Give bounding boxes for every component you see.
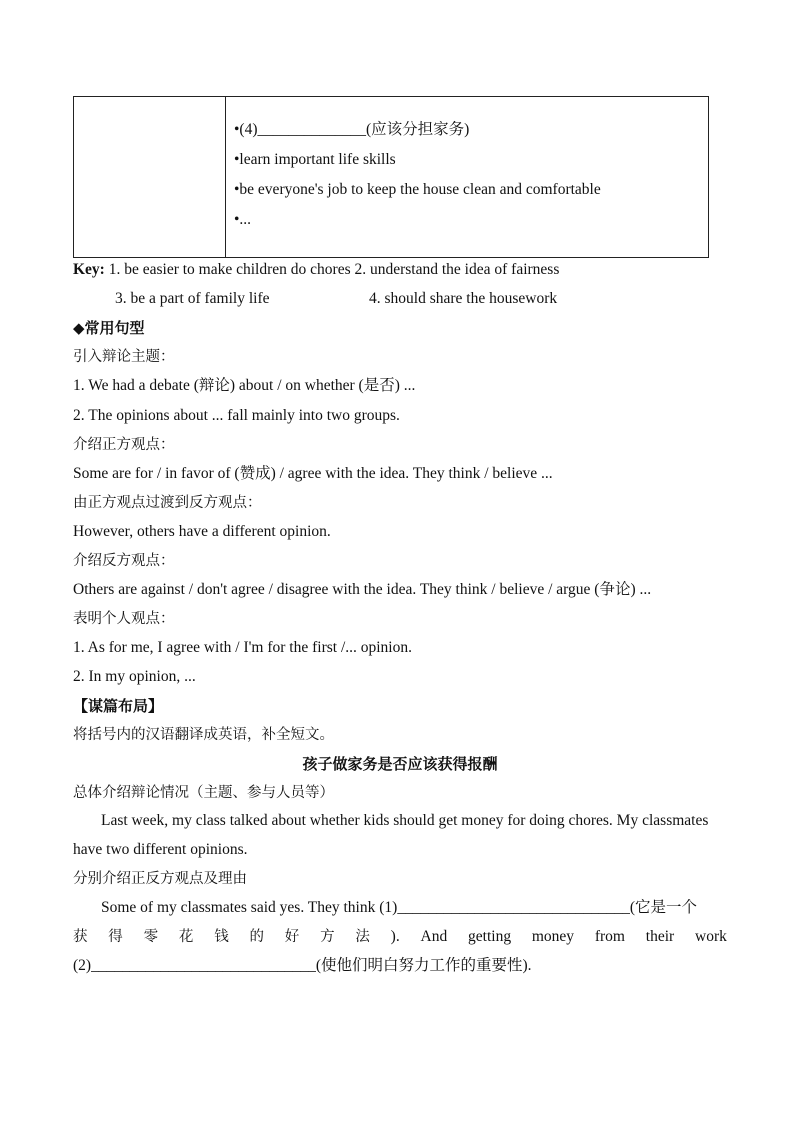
justified-word: 方	[320, 929, 335, 945]
justified-word: work	[695, 928, 727, 945]
key-label: Key:	[73, 261, 105, 278]
justified-word: 得	[108, 929, 123, 945]
pro-label: 介绍正方观点：	[73, 437, 175, 453]
personal-sentence-2: 2. In my opinion, ...	[73, 668, 196, 685]
justified-word: money	[531, 928, 575, 945]
paragraph-2-line-3: (2)_____________________________(使他们明白努力工作的重要性).	[73, 957, 532, 974]
paragraph-2-line-2-words	[73, 926, 727, 948]
paragraph-1-line-2: have two different opinions.	[73, 841, 248, 858]
instruction: 将括号内的汉语翻译成英语，补全短文。	[73, 727, 334, 743]
transition-sentence: However, others have a different opinion.	[73, 523, 331, 540]
chores-table	[73, 96, 709, 258]
transition-label: 由正方观点过渡到反方观点：	[73, 495, 262, 511]
justified-word: 获	[73, 929, 88, 945]
intro-sentence-1: 1. We had a debate (辩论) about / on whether (是否) ...	[73, 377, 416, 394]
patterns-heading: ◆常用句型	[73, 319, 145, 337]
pro-sentence: Some are for / in favor of (赞成) / agree with the idea. They think / believe ...	[73, 465, 553, 482]
justified-word: getting	[468, 928, 512, 945]
paragraph-2-line-1: Some of my classmates said yes. They think (1)______________________________(它是一个	[101, 899, 697, 916]
justified-word: 零	[143, 929, 159, 945]
table-right-cell	[234, 115, 702, 235]
justified-word: And	[420, 928, 448, 945]
justified-word: 钱	[214, 929, 229, 945]
intro-sentence-2: 2. The opinions about ... fall mainly into two groups.	[73, 407, 400, 424]
table-bullet: •...	[234, 211, 252, 228]
views-label: 分别介绍正反方观点及理由	[73, 871, 247, 887]
table-bullet: •be everyone's job to keep the house clean and comfortable	[234, 181, 601, 198]
key-items-1-2: 1. be easier to make children do chores 2. understand the idea of fairness	[104, 261, 560, 278]
con-label: 介绍反方观点：	[73, 553, 175, 569]
key-item-4: 4. should share the housework	[369, 290, 558, 307]
justified-word: 花	[178, 929, 194, 945]
justified-word: 好	[284, 929, 300, 945]
layout-heading: 【谋篇布局】	[73, 697, 164, 715]
overview-label: 总体介绍辩论情况（主题、参与人员等）	[73, 785, 334, 801]
essay-title: 孩子做家务是否应该获得报酬	[302, 755, 498, 773]
key-item-3: 3. be a part of family life	[115, 290, 270, 307]
table-bullet: •(4)______________(应该分担家务)	[234, 121, 470, 138]
table-bullet: •learn important life skills	[234, 151, 396, 168]
justified-word: ).	[390, 928, 400, 945]
personal-label: 表明个人观点：	[73, 611, 175, 627]
con-sentence: Others are against / don't agree / disagree with the idea. They think / believe / argue (争论) ...	[73, 581, 652, 598]
justified-word: 的	[249, 929, 264, 945]
key-line-1	[73, 259, 559, 281]
table-column-divider	[225, 97, 226, 257]
justified-word: from	[594, 928, 625, 945]
justified-word: their	[645, 928, 675, 945]
paragraph-2-line-2	[73, 926, 727, 948]
intro-label: 引入辩论主题：	[73, 349, 175, 365]
justified-word: 法	[355, 929, 370, 945]
paragraph-1-line-1: Last week, my class talked about whether kids should get money for doing chores. My classmates	[101, 812, 709, 829]
personal-sentence-1: 1. As for me, I agree with / I'm for the first /... opinion.	[73, 639, 412, 656]
